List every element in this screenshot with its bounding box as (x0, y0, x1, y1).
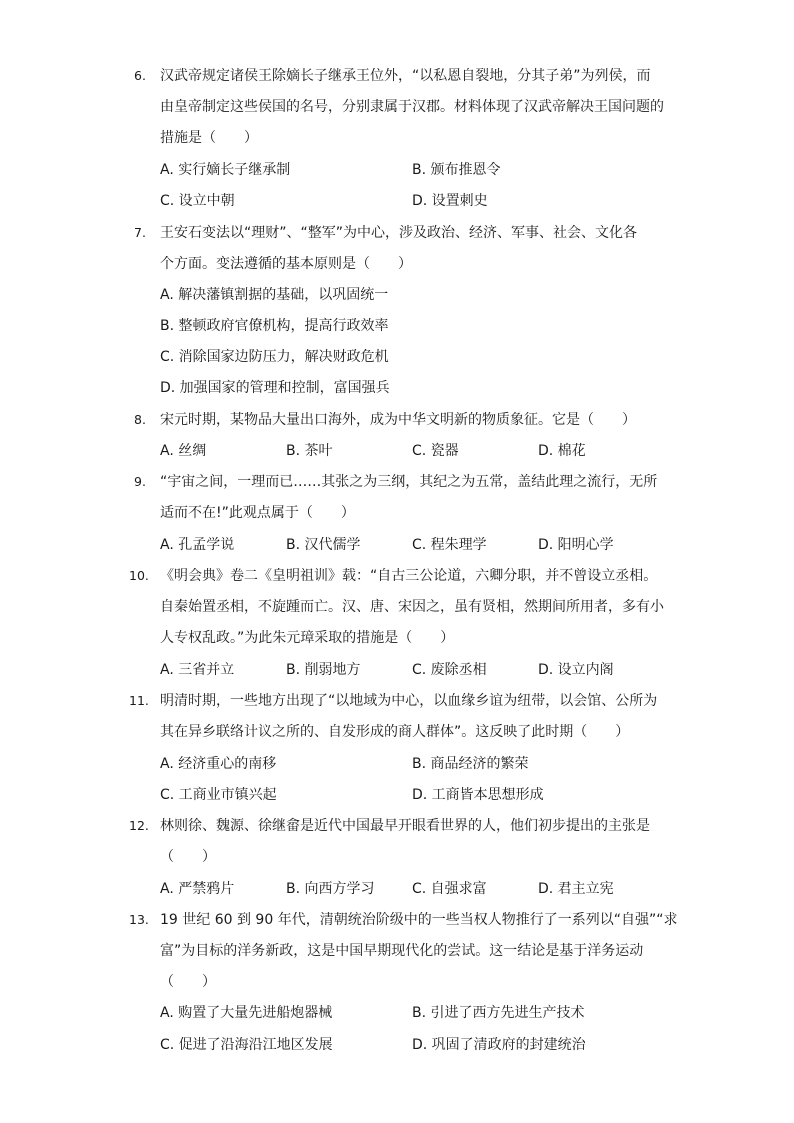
question-text: 19 世纪 60 到 90 年代，清朝统治阶级中的一些当权人物推行了一系列以“自强”“求 (160, 912, 678, 928)
option-c[interactable]: C. 消除国家边防压力，解决财政危机 (160, 349, 389, 365)
option-a[interactable]: A. 丝绸 (160, 443, 207, 459)
option-d[interactable]: D. 加强国家的管理和控制，富国强兵 (160, 380, 390, 396)
option-d[interactable]: D. 阳明心学 (538, 537, 614, 553)
option-c[interactable]: C. 自强求富 (412, 881, 487, 897)
question-text: “宇宙之间，一理而已……其张之为三纲，其纪之为五常，盖结此理之流行，无所 (160, 474, 658, 490)
question-number: 9. (134, 474, 146, 489)
option-d[interactable]: D. 设置刺史 (412, 193, 488, 209)
option-a[interactable]: A. 严禁鸦片 (160, 881, 235, 897)
question-number: 13. (129, 912, 149, 927)
option-d[interactable]: D. 设立内阁 (538, 662, 614, 678)
option-d[interactable]: D. 君主立宪 (538, 881, 614, 897)
option-c[interactable]: C. 废除丞相 (412, 662, 487, 678)
question-text: 王安石变法以“理财”、“整军”为中心，涉及政治、经济、军事、社会、文化各 (160, 225, 638, 241)
question-text: （ ） (160, 974, 216, 990)
option-d[interactable]: D. 棉花 (538, 443, 586, 459)
option-d[interactable]: D. 工商皆本思想形成 (412, 787, 544, 803)
question-text: 自秦始置丞相，不旋踵而亡。汉、唐、宋因之，虽有贤相，然期间所用者，多有小 (160, 599, 664, 615)
option-a[interactable]: A. 孔孟学说 (160, 537, 235, 553)
option-b[interactable]: B. 削弱地方 (286, 662, 361, 678)
option-c[interactable]: C. 设立中朝 (160, 193, 235, 209)
question-text: 《明会典》卷二《皇明祖训》载：“自古三公论道，六卿分职，并不曾设立丞相。 (160, 568, 658, 584)
question-text: 由皇帝制定这些侯国的名号，分别隶属于汉郡。材料体现了汉武帝解决王国问题的 (160, 99, 664, 115)
option-a[interactable]: A. 实行嫡长子继承制 (160, 162, 291, 178)
option-b[interactable]: B. 颁布推恩令 (412, 162, 501, 178)
question-number: 8. (134, 412, 146, 427)
option-b[interactable]: B. 商品经济的繁荣 (412, 756, 529, 772)
option-a[interactable]: A. 经济重心的南移 (160, 756, 277, 772)
question-text: 措施是（ ） (160, 130, 258, 146)
option-c[interactable]: C. 促进了沿海沿江地区发展 (160, 1037, 333, 1053)
question-text: 宋元时期，某物品大量出口海外，成为中华文明新的物质象征。它是（ ） (160, 412, 636, 428)
question-number: 6. (134, 68, 146, 83)
question-text: 人专权乱政。”为此朱元璋采取的措施是（ ） (160, 630, 455, 646)
option-b[interactable]: B. 向西方学习 (286, 881, 375, 897)
option-a[interactable]: A. 购置了大量先进船炮器械 (160, 1005, 333, 1021)
option-b[interactable]: B. 茶叶 (286, 443, 333, 459)
option-b[interactable]: B. 引进了西方先进生产技术 (412, 1005, 585, 1021)
question-text: 个方面。变法遵循的基本原则是（ ） (160, 256, 412, 272)
question-number: 7. (134, 225, 146, 240)
option-c[interactable]: C. 程朱理学 (412, 537, 487, 553)
option-b[interactable]: B. 汉代儒学 (286, 537, 361, 553)
question-text: 其在异乡联络计议之所的、自发形成的商人群体”。这反映了此时期（ ） (160, 724, 630, 740)
question-text: 适而不在!”此观点属于（ ） (160, 505, 355, 521)
option-a[interactable]: A. 三省并立 (160, 662, 235, 678)
question-text: 汉武帝规定诸侯王除嫡长子继承王位外，“以私恩自裂地，分其子弟”为列侯，而 (160, 68, 651, 84)
question-text: 明清时期，一些地方出现了“以地域为中心，以血缘乡谊为纽带，以会馆、公所为 (160, 693, 658, 709)
question-number: 10. (129, 568, 149, 583)
question-text: 富”为目标的洋务新政，这是中国早期现代化的尝试。这一结论是基于洋务运动 (160, 943, 644, 959)
option-a[interactable]: A. 解决藩镇割据的基础，以巩固统一 (160, 287, 389, 303)
question-text: （ ） (160, 849, 216, 865)
question-number: 12. (129, 818, 149, 833)
option-b[interactable]: B. 整顿政府官僚机构，提高行政效率 (160, 318, 389, 334)
option-d[interactable]: D. 巩固了清政府的封建统治 (412, 1037, 586, 1053)
option-c[interactable]: C. 工商业市镇兴起 (160, 787, 277, 803)
question-text: 林则徐、魏源、徐继畲是近代中国最早开眼看世界的人，他们初步提出的主张是 (160, 818, 650, 834)
question-number: 11. (129, 693, 149, 708)
option-c[interactable]: C. 瓷器 (412, 443, 459, 459)
